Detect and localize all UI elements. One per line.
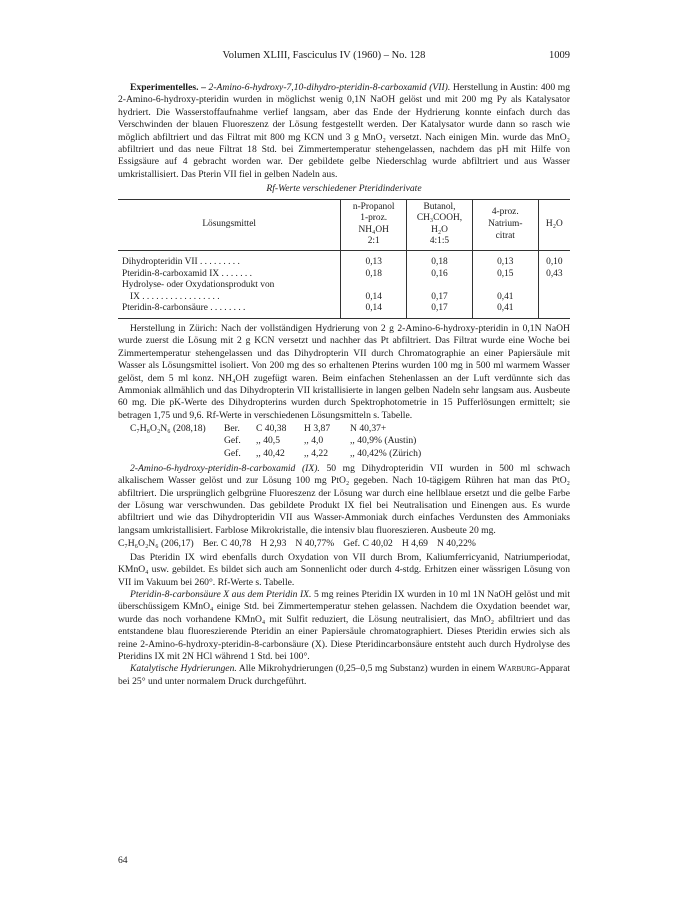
table-row: Pteridin-8-carboxamid IX . . . . . . . 0,18 0,16 0,15 0,43 — [118, 269, 570, 281]
section-title-hydrierungen: Katalytische Hydrierungen. — [130, 663, 237, 675]
compound-title-vii: 2-Amino-6-hydroxy-7,10-dihydro-pteridin-8-carboxamid (VII). — [208, 82, 451, 93]
paragraph-body: 5 mg reines Pteridin IX wurden in 10 ml 1N NaOH gelöst und mit überschüssigem KMnO₄ einige Std. bei Zimmertemperatur stehen gelassen. Nachdem die Oxydation beendet war, wurde das noch vorhandene KMnO₄ mit Sulfit reduziert, die Lösung neutralisiert, das MnO₂ abfiltriert und das entstandene blau fluoreszierende Pteridin an einer Papiersäule chromatographiert. Dieses Pteridin erwies sich als reine 2-Amino-6-hydroxy-pteridin-8-carbonsäure (X). Diese Pteridincarbonsäure entsteht auch durch Hydrolyse des Pteridins IX mit 2N HCl während 1 Std. bei 100°. — [118, 588, 570, 662]
table-caption: Rf-Werte verschiedener Pteridinderivate — [266, 183, 422, 195]
paragraph-zuerich: Herstellung in Zürich: Nach der vollständigen Hydrierung von 2 g 2-Amino-6-hydroxy-pteridin in 0,1N NaOH wurde zuerst die Lösung mit 2 g KCN versetzt und nachher das Pt abfiltriert. Das Filtrat wurde eine Woche bei Zimmertemperatur stehengelassen und das Dihydropterin VII durch Chromatographie an einer Papiersäule mit Wasser als Lösungsmittel isoliert. Von 200 mg des so erhaltenen Pterins wurden 100 mg in 500 ml warmem Wasser gelöst, dem 5 ml konz. NH₄OH zugefügt waren. Beim einfachen Stehenlassen an der Luft verdünnte sich das Ammoniak allmählich und das Dihydropterin VII kristallisierte in langen gelben Nadeln sehr langsam aus. Ausbeute 60 mg. Die pK-Werte des Dihydropterins wurden durch Spektrophotometrie in 15 Pufferlösungen ermittelt; sie betragen 1,75 und 9,6. Rf-Werte in verschiedenen Lösungsmitteln s. Tabelle. — [118, 323, 570, 421]
table-row: Dihydropteridin VII . . . . . . . . . 0,13 0,18 0,13 0,10 — [118, 251, 570, 269]
header-solvent: Lösungsmittel — [118, 199, 341, 250]
header-col-3: 4-proz. Natrium- citrat — [472, 199, 538, 250]
compound-title-ix: 2-Amino-6-hydroxy-pteridin-8-carboxamid (IX). — [130, 462, 320, 474]
table-header-row — [118, 199, 570, 250]
rf-table — [118, 199, 570, 319]
page-number: 1009 — [549, 50, 570, 61]
page-footer: 64 — [118, 855, 128, 866]
paragraph-carbonsaeure-x — [118, 589, 570, 663]
paragraph-body: 50 mg Dihydropteridin VII wurden in 500 ml schwach alkalischem Wasser gelöst und zur Lösung 100 mg PtO₂ gegeben. Nach 10-tägigem Rühren hat man das PtO₂ abfiltriert. Die ursprünglich gelbgrüne Fluoreszenz der Lösung war durch eine hellblaue ersetzt und die gelbe Farbe der Lösung war verschwunden. Das gebildete Produkt IX fiel bei Neutralisation und Einengen aus. Es wurde abfiltriert und wie das Dihydropteridin VII aus Wasser-Ammoniak durch einfaches Verdunsten des Ammoniaks langsam umkristallisiert. Farblose Mikrokristalle, die intensiv blau fluoreszieren. Ausbeute 20 mg. — [118, 462, 570, 536]
running-header — [118, 50, 570, 64]
warburg-name: Warburg — [497, 663, 536, 675]
paragraph-body-end: -Apparat bei 25° und unter normalem Druck durchgeführt. — [118, 663, 571, 687]
table-row: Hydrolyse- oder Oxydationsprodukt von — [118, 280, 570, 292]
header-col-4: H₂O — [538, 199, 570, 250]
table-row: IX . . . . . . . . . . . . . . . . . 0,14 0,17 0,41 — [118, 292, 570, 304]
body-text — [118, 82, 570, 688]
header-col-2: Butanol, CH₃COOH, H₂O 4:1:5 — [407, 199, 473, 250]
paragraph-body: Herstellung in Austin: 400 mg 2-Amino-6-hydroxy-pteridin wurden in möglichst wenig 0,1N NaOH gelöst und mit 200 mg Py als Katalysator hydriert. Die Wasserstoffaufnahme verlief langsam, aber das Ende der Hydrierung konnte einfach durch das Verschwinden der blauen Fluoreszenz der Lösung festgestellt werden. Der Katalysator wurde dann so rasch wie möglich abfiltriert und das Filtrat mit 800 mg KCN und 3 g MnO₂ versetzt. Nach einigen Min. wurde das MnO₂ abfiltriert und das neue Filtrat 18 Std. bei Zimmertemperatur stehengelassen, nachdem das pH mit Hilfe von Essigsäure auf 4 gebracht worden war. Der gebildete gelbe Niederschlag wurde abfiltriert und aus Wasser umkristallisiert. Das Pterin VII fiel in gelben Nadeln aus. — [118, 82, 571, 180]
compound-title-x: Pteridin-8-carbonsäure X aus dem Pteridin IX. — [130, 588, 312, 600]
paragraph-body: Alle Mikrohydrierungen (0,25–0,5 mg Substanz) wurden in einem — [238, 663, 496, 675]
table-row: Pteridin-8-carbonsäure . . . . . . . . 0,14 0,17 0,41 — [118, 303, 570, 318]
section-lead: Experimentelles. – — [130, 82, 206, 93]
paragraph-oxydation: Das Pteridin IX wird ebenfalls durch Oxydation von VII durch Brom, Kaliumferricyanid, Natriumperiodat, KMnO₄ usw. gebildet. Es bildet sich auch am Sonnenlicht oder durch 4-stdg. Erhitzen einer wässrigen Lösung von VII im Vakuum bei 260°. Rf-Werte s. Tabelle. — [118, 551, 570, 588]
running-title: Volumen XLIII, Fasciculus IV (1960) – No. 128 — [222, 50, 426, 61]
paragraph-experimentelles — [118, 82, 570, 181]
header-col-1: n-Propanol 1-proz. NH₄OH 2:1 — [341, 199, 407, 250]
paragraph-hydrierungen — [118, 663, 570, 688]
elemental-analysis-ix: C₇H₆O₂N₆ (206,17) Ber. C 40,78 H 2,93 N 40,77% Gef. C 40,02 H 4,69 N 40,22% — [118, 538, 476, 550]
elemental-analysis-vii: C₇H₈O₂N₆ (208,18) Ber. C 40,38 H 3,87 N 40,37+ Gef. ,, 40,5 ,, 4,0 ,, 40,9% (Austin) Gef. ,, 40,42 ,, 4,22 ,, 40,42% (Zürich) — [130, 423, 422, 459]
paragraph-carboxamid-ix — [118, 463, 570, 537]
